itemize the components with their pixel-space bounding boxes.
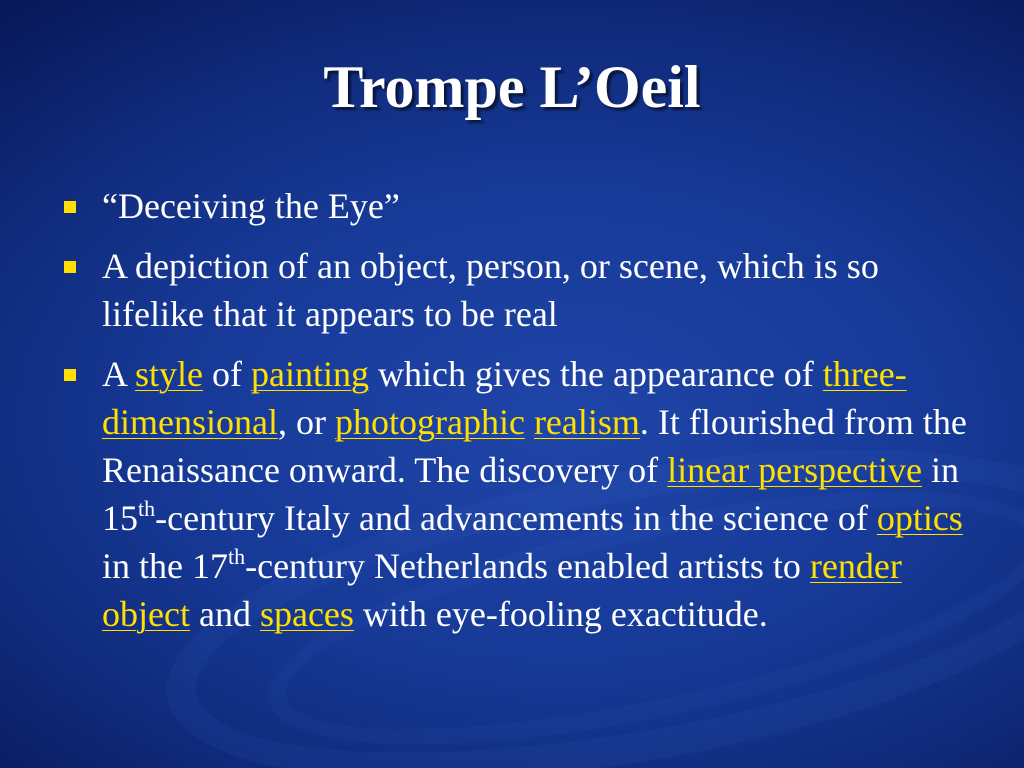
link-painting[interactable]: painting [251,354,369,394]
bullet-text-1: “Deceiving the Eye” [102,186,400,226]
text-segment: , or [277,402,335,442]
square-bullet-icon [64,201,76,213]
slide-title: Trompe L’Oeil [323,54,701,120]
square-bullet-icon [64,369,76,381]
link-optics[interactable]: optics [876,498,963,538]
text-segment: . It flourished from the Renaissance onward. The discovery of [102,402,967,490]
link-object[interactable]: object [102,594,190,634]
bullet-item-3 [62,350,982,638]
text-segment: which gives the appearance of [369,354,823,394]
link-spaces[interactable]: spaces [259,594,354,634]
link-render[interactable]: render [809,546,902,586]
bullet-list [62,182,982,650]
text-segment: -century Italy and advancements in the science of [155,498,877,538]
bullet-text-2: A depiction of an object, person, or scene, which is so lifelike that it appears to be real [102,246,879,334]
bullet-item-2 [62,242,982,338]
square-bullet-icon [64,261,76,273]
text-segment: in the 17 [102,546,228,586]
link-linear-perspective[interactable]: linear perspective [667,450,923,490]
text-segment [525,402,534,442]
bullet-item-1 [62,182,982,230]
superscript-th: th [138,496,156,521]
link-three-dimensional[interactable]: three-dimensional [102,354,907,442]
link-realism[interactable]: realism [533,402,640,442]
text-segment: of [203,354,252,394]
text-segment: A [102,354,136,394]
text-segment: with eye-fooling exactitude. [353,594,768,634]
superscript-th: th [227,544,246,569]
text-segment: and [189,594,260,634]
text-segment: -century Netherlands enabled artists to [245,546,810,586]
link-style[interactable]: style [135,354,204,394]
text-segment: in 15 [102,450,960,538]
link-photographic[interactable]: photographic [334,402,525,442]
